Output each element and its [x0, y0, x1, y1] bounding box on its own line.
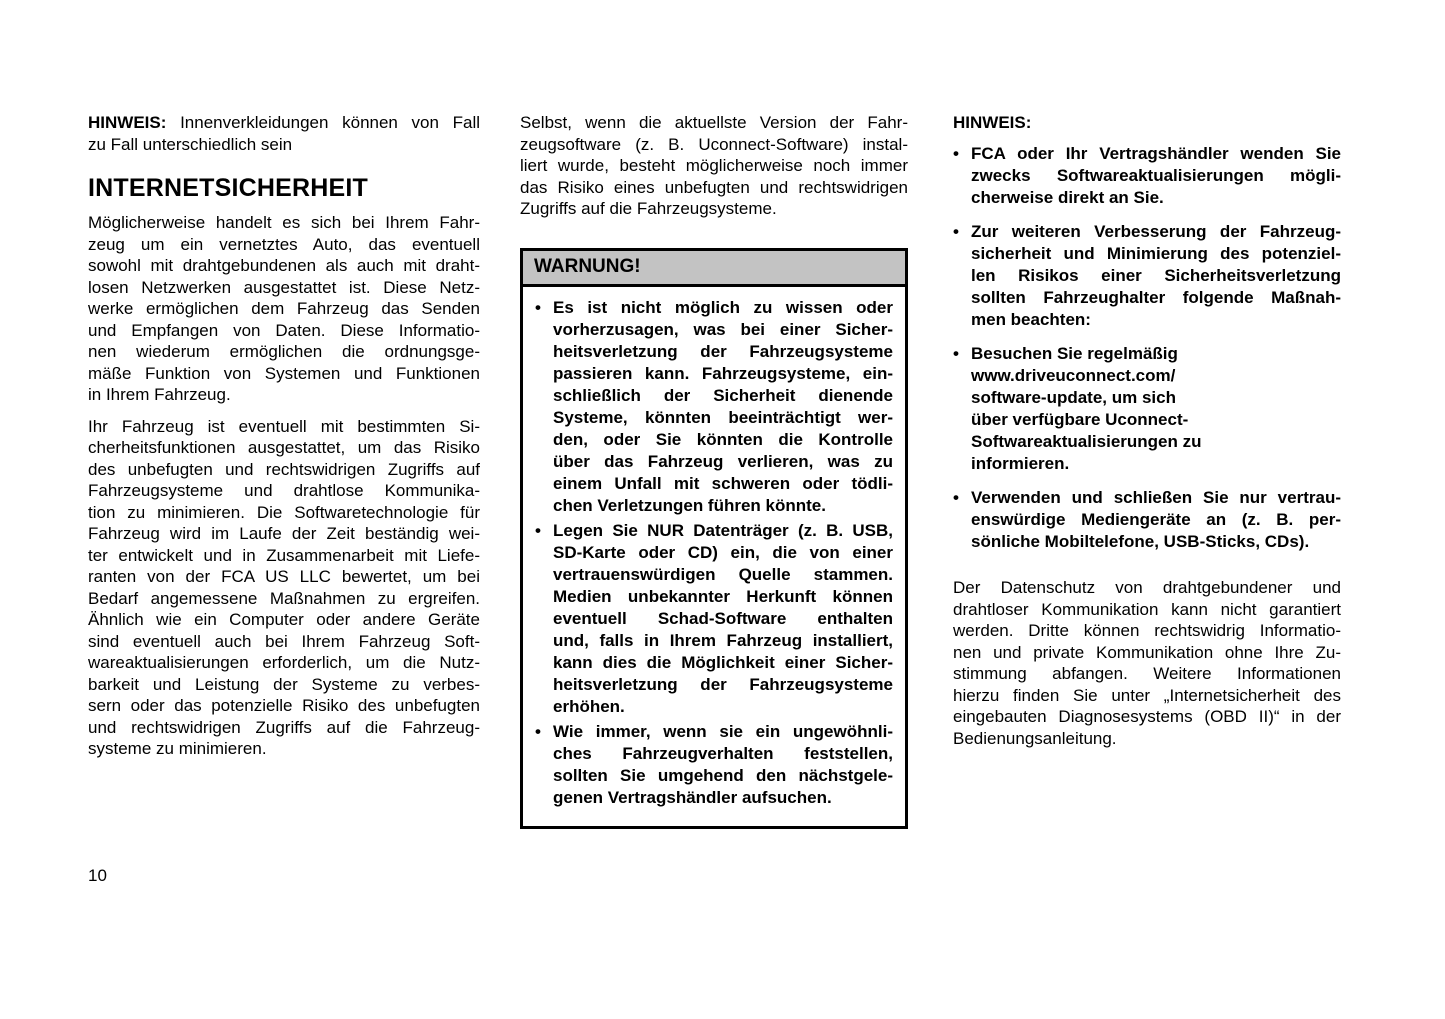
bullet-item [953, 487, 1341, 553]
bullet-text [553, 297, 893, 517]
text-line: software-update, um sich [971, 388, 1176, 407]
text-line: barkeit und Leistung der Systeme zu verbes- [88, 674, 480, 694]
text-line: SD-Karte oder CD) ein, die von einer [553, 542, 893, 562]
warning-body [523, 287, 905, 826]
text-line: Wie immer, wenn sie ein ungewöhnli- [553, 721, 893, 741]
text-line: sicherheit und Minimierung des potenziel- [971, 244, 1341, 263]
text-line: cherheitsfunktionen ausgestattet, um das Risiko [88, 438, 480, 457]
note-text: Innenverkleidungen können von Fall [180, 113, 481, 132]
bullet-icon: • [535, 721, 541, 741]
bullet-text [971, 221, 1341, 331]
bullet-item [535, 520, 893, 718]
body-paragraph [88, 416, 480, 760]
text-line: ches Fahrzeugverhalten feststellen, [553, 743, 893, 763]
text-line: Ihr Fahrzeug ist eventuell mit bestimmten Si- [88, 416, 480, 436]
text-line: und Empfangen von Daten. Diese Informatio- [88, 320, 480, 340]
bullet-icon: • [535, 520, 541, 540]
text-line: Medien unbekannter Herkunft können [553, 586, 893, 606]
text-line [88, 112, 480, 134]
text-line: Legen Sie NUR Datenträger (z. B. USB, [553, 520, 893, 540]
text-line: losen Netzwerken ausgestattet ist. Diese Netz- [88, 277, 480, 297]
text-line: Selbst, wenn die aktuellste Version der Fahr- [520, 113, 908, 132]
text-line: men beachten: [971, 310, 1091, 329]
bullet-text [971, 143, 1341, 209]
section-heading: INTERNETSICHERHEIT [88, 174, 369, 202]
warning-title: WARNUNG! [523, 251, 905, 287]
text-line: eingebauten Diagnosesystems (OBD II)“ in der [953, 707, 1341, 726]
text-line: über verfügbare Uconnect- [971, 410, 1189, 429]
text-line: informieren. [971, 454, 1070, 473]
text-line: zwecks Softwareaktualisierungen mögli- [971, 166, 1341, 185]
note-paragraph [88, 112, 480, 155]
text-line: wareaktualisierungen erforderlich, um die Nutz- [88, 653, 480, 672]
text-line: nen wiederum ermöglichen die ordnungsge- [88, 342, 480, 361]
text-line: Fahrzeugsysteme und drahtlose Kommunika- [88, 481, 480, 500]
text-line: heitsverletzung der Fahrzeugsysteme [553, 674, 893, 694]
text-line: Systeme, könnten beeinträchtigt wer- [553, 407, 893, 427]
text-line: eventuell Schad-Software enthalten [553, 608, 893, 628]
left-column [88, 112, 480, 760]
text-line: nen und private Kommunikation ohne Ihre Zu- [953, 642, 1341, 662]
text-line: chen Verletzungen führen könnte. [553, 495, 826, 515]
text-line: Softwareaktualisierungen zu [971, 432, 1202, 451]
text-line: sönliche Mobiltelefone, USB-Sticks, CDs). [971, 532, 1310, 551]
body-paragraph [88, 212, 480, 406]
text-line: den, oder Sie könnten die Kontrolle [553, 429, 893, 449]
text-line: Bedarf angemessene Maßnahmen zu ergreifen. [88, 588, 480, 608]
text-line: des unbefugten und rechtswidrigen Zugriffs auf [88, 459, 480, 479]
text-line: Möglicherweise handelt es sich bei Ihrem Fahr- [88, 213, 480, 232]
bullet-icon: • [953, 222, 959, 241]
text-line: systeme zu minimieren. [88, 739, 267, 758]
text-line: sern oder das potenzielle Risiko des unbefugten [88, 696, 480, 715]
text-line: in Ihrem Fahrzeug. [88, 385, 231, 404]
text-line: zu Fall unterschiedlich sein [88, 134, 293, 154]
text-line: sowohl mit drahtgebundenen als auch mit draht- [88, 256, 480, 275]
bullet-text [553, 721, 893, 809]
text-line: ter entwickelt und in Zusammenarbeit mit Liefe- [88, 545, 480, 565]
text-line: und, falls in Ihrem Fahrzeug installiert, [553, 630, 893, 650]
text-line: werke ermöglichen dem Fahrzeug das Senden [88, 299, 480, 318]
text-line: Zugriffs auf die Fahrzeugsysteme. [520, 199, 777, 218]
body-paragraph [520, 112, 908, 220]
text-line: zeugsoftware (z. B. Uconnect-Software) instal- [520, 134, 908, 154]
text-line: hierzu finden Sie unter „Internetsicherheit des [953, 685, 1341, 705]
text-line: sollten Fahrzeughalter folgende Maßnah- [971, 288, 1341, 307]
text-line: vorherzusagen, was bei einer Sicher- [553, 319, 893, 339]
text-line: www.driveuconnect.com/ [971, 366, 1176, 385]
bullet-text [971, 487, 1341, 553]
warning-box [520, 248, 908, 829]
text-line: genen Vertragshändler aufsuchen. [553, 787, 832, 807]
text-line: heitsverletzung der Fahrzeugsysteme [553, 341, 893, 361]
right-column [953, 112, 1341, 749]
text-line: Es ist nicht möglich zu wissen oder [553, 297, 893, 317]
bullet-item [953, 143, 1341, 209]
bullet-text [971, 343, 1341, 475]
bullet-item [535, 721, 893, 809]
text-line: Besuchen Sie regelmäßig [971, 344, 1178, 363]
text-line: stimmung abfangen. Weitere Informationen [953, 664, 1341, 683]
text-line: vertrauenswürdigen Quelle stammen. [553, 564, 893, 584]
text-line: Zur weiteren Verbesserung der Fahrzeug- [971, 222, 1341, 241]
note-label: HINWEIS: [953, 113, 1032, 132]
text-line: cherweise direkt an Sie. [971, 188, 1164, 207]
text-line: Fahrzeug wird im Laufe der Zeit beständig wei- [88, 524, 480, 543]
text-line: drahtloser Kommunikation kann nicht garantiert [953, 599, 1341, 619]
text-line: das Risiko eines unbefugten und rechtswidrigen [520, 177, 908, 197]
note-label: HINWEIS: [88, 113, 167, 132]
note-bullet-list [953, 143, 1341, 553]
middle-column [520, 112, 908, 829]
text-line: schließlich der Sicherheit dienende [553, 385, 893, 405]
bullet-icon: • [535, 297, 541, 317]
text-line: kann dies die Möglichkeit einer Sicher- [553, 652, 893, 672]
bullet-item [535, 297, 893, 517]
text-line: über das Fahrzeug verlieren, was zu [553, 451, 893, 471]
text-line: passieren kann. Fahrzeugsysteme, ein- [553, 363, 893, 383]
text-line: sind eventuell auch bei Ihrem Fahrzeug Soft- [88, 631, 480, 651]
text-line: liert wurde, besteht möglicherweise noch immer [520, 156, 908, 175]
text-line: Bedienungsanleitung. [953, 728, 1117, 748]
text-line: und rechtswidrigen Zugriffs auf die Fahrzeug- [88, 717, 480, 737]
text-line: erhöhen. [553, 696, 625, 716]
closing-paragraph [953, 577, 1341, 749]
bullet-item [953, 221, 1341, 331]
bullet-icon: • [953, 344, 959, 363]
text-line: FCA oder Ihr Vertragshändler wenden Sie [971, 144, 1341, 163]
text-line: zeug um ein vernetztes Auto, das eventuell [88, 234, 480, 254]
bullet-item [953, 343, 1341, 475]
bullet-icon: • [953, 144, 959, 163]
text-line: werden. Dritte können rechtswidrig Informatio- [953, 621, 1341, 640]
text-line: tion zu minimieren. Die Softwaretechnologie für [88, 502, 480, 522]
page-number: 10 [88, 866, 107, 885]
bullet-text [553, 520, 893, 718]
text-line: len Risikos einer Sicherheitsverletzung [971, 266, 1341, 285]
text-line: Verwenden und schließen Sie nur vertrau- [971, 488, 1341, 507]
text-line: Der Datenschutz von drahtgebundener und [953, 578, 1341, 597]
text-line: einem Unfall mit schweren oder tödli- [553, 473, 893, 493]
text-line: ranten von der FCA US LLC bewertet, um bei [88, 567, 480, 586]
text-line: mäße Funktion von Systemen und Funktionen [88, 363, 480, 383]
text-line: enswürdige Mediengeräte an (z. B. per- [971, 510, 1341, 529]
bullet-icon: • [953, 488, 959, 507]
text-line: sollten Sie umgehend den nächstgele- [553, 765, 893, 785]
text-line: Ähnlich wie ein Computer oder andere Geräte [88, 610, 480, 629]
